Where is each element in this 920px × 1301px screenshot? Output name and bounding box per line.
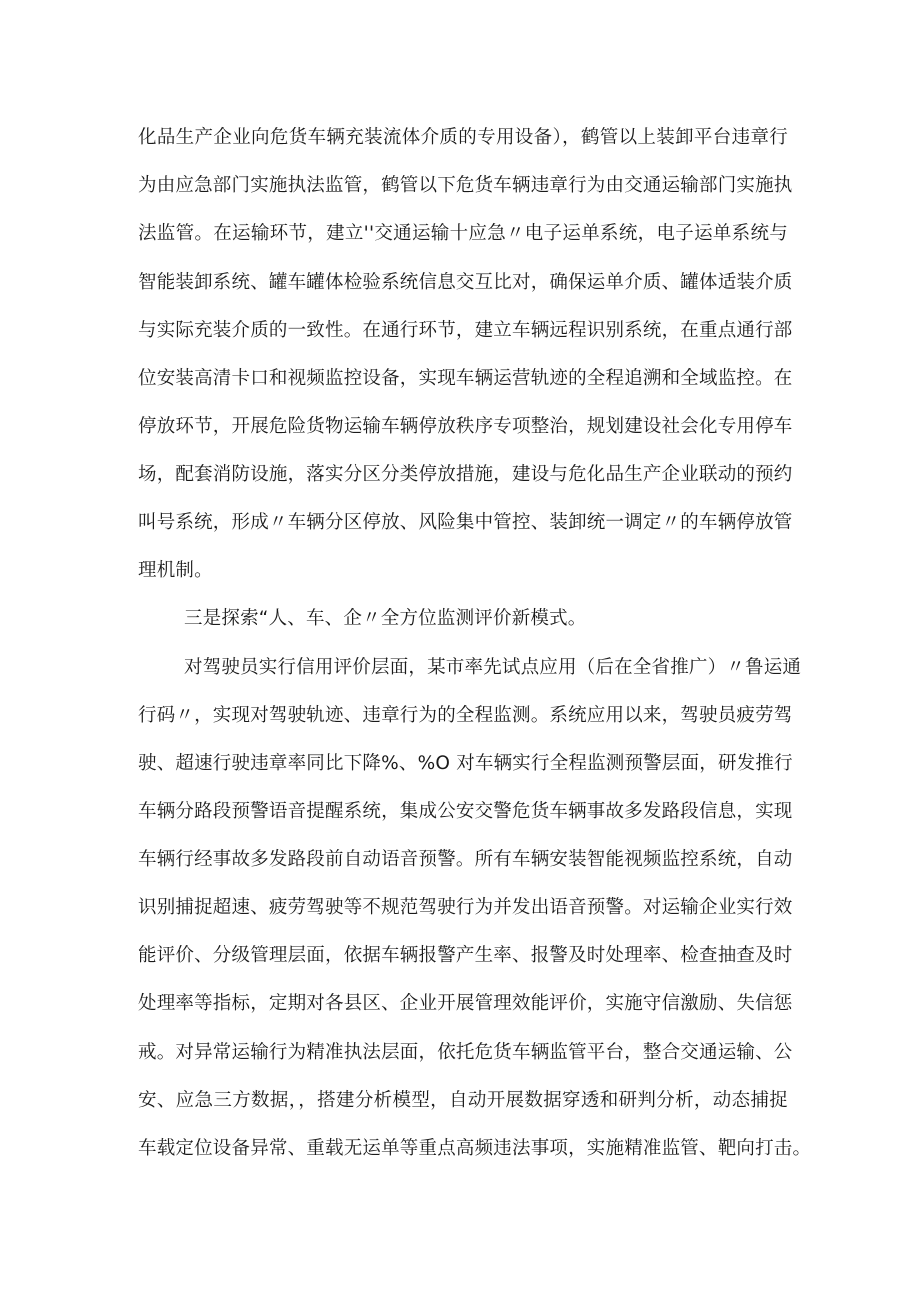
paragraph-1-line-3: 法监管。在运输环节，建立''交通运输十应急〃电子运单系统，电子运单系统与 <box>138 223 788 244</box>
paragraph-2-line-3: 驶、超速行驶违章率同比下降%、%O 对车辆实行全程监测预警层面，研发推行 <box>138 753 793 774</box>
paragraph-1-line-4: 智能装卸系统、罐车罐体检验系统信息交互比对，确保运单介质、罐体适装介质 <box>138 272 793 293</box>
paragraph-1-line-9: 叫号系统，形成〃车辆分区停放、风险集中管控、装卸统一调定〃的车辆停放管 <box>138 512 793 533</box>
paragraph-2-line-8: 处理率等指标，定期对各县区、企业开展管理效能评价，实施守信激励、失信惩 <box>138 993 793 1014</box>
paragraph-1-line-10: 理机制。 <box>138 560 213 581</box>
paragraph-2-line-6: 识别捕捉超速、疲劳驾驶等不规范驾驶行为并发出语音预警。对运输企业实行效 <box>138 897 793 918</box>
section-heading: 三是探索“人、车、企〃全方位监测评价新模式。 <box>184 608 587 629</box>
paragraph-1-line-1: 化品生产企业向危货车辆充装流体介质的专用设备），鹤管以上装卸平台违章行 <box>138 127 788 148</box>
paragraph-1-line-6: 位安装高清卡口和视频监控设备，实现车辆运营轨迹的全程追溯和全域监控。在 <box>138 368 793 389</box>
paragraph-1-line-5: 与实际充装介质的一致性。在通行环节，建立车辆远程识别系统，在重点通行部 <box>138 320 793 341</box>
paragraph-2-line-11: 车载定位设备异常、重载无运单等重点高频违法事项，实施精准监管、靶向打击。 <box>138 1138 812 1159</box>
paragraph-2-line-9: 戒。对异常运输行为精准执法层面，依托危货车辆监管平台，整合交通运输、公 <box>138 1042 793 1063</box>
paragraph-2-line-10: 安、应急三方数据，，搭建分析模型，自动开展数据穿透和研判分析，动态捕捉 <box>138 1090 788 1111</box>
paragraph-2-line-1: 对驾驶员实行信用评价层面，某市率先试点应用（后在全省推广）〃鲁运通 <box>184 657 802 678</box>
paragraph-2-line-5: 车辆行经事故多发路段前自动语音预警。所有车辆安装智能视频监控系统，自动 <box>138 849 793 870</box>
paragraph-1-line-7: 停放环节，开展危险货物运输车辆停放秩序专项整治，规划建设社会化专用停车 <box>138 416 793 437</box>
paragraph-1-line-8: 场，配套消防设施，落实分区分类停放措施，建设与危化品生产企业联动的预约 <box>138 464 793 485</box>
paragraph-2-line-7: 能评价、分级管理层面，依据车辆报警产生率、报警及时处理率、检查抽查及时 <box>138 945 793 966</box>
paragraph-2-line-2: 行码〃，实现对驾驶轨迹、违章行为的全程监测。系统应用以来，驾驶员疲劳驾 <box>138 705 793 726</box>
paragraph-1-line-2: 为由应急部门实施执法监管，鹤管以下危货车辆违章行为由交通运输部门实施执 <box>138 175 793 196</box>
paragraph-2-line-4: 车辆分路段预警语音提醒系统，集成公安交警危货车辆事故多发路段信息，实现 <box>138 801 793 822</box>
